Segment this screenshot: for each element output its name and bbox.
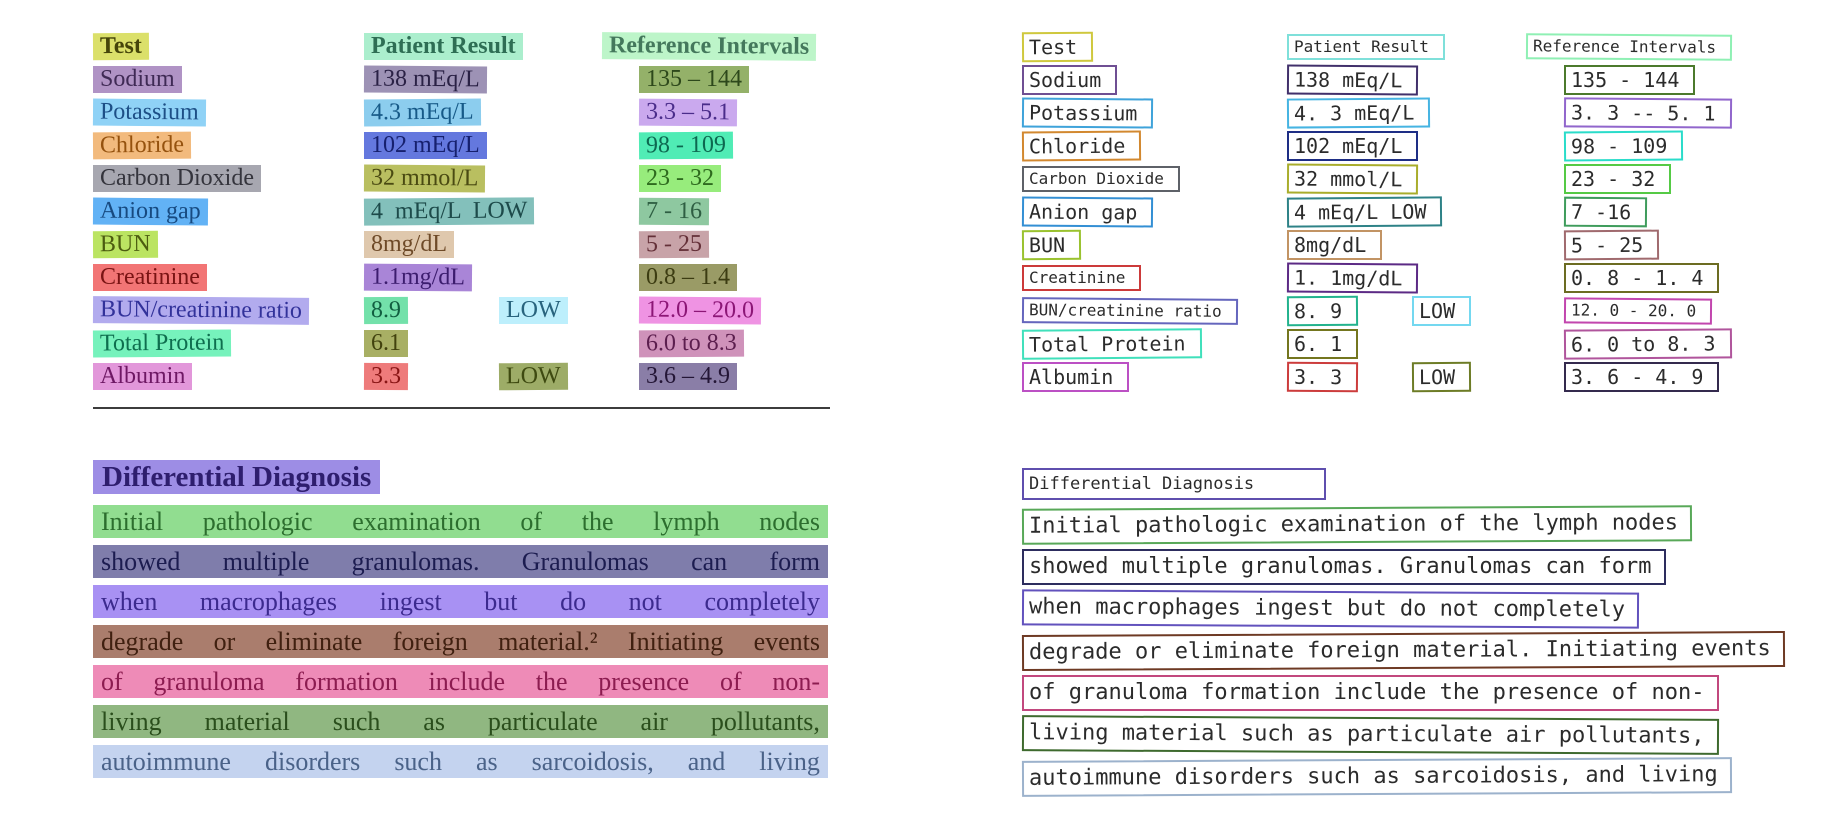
para-line-2-word: granulomas. — [351, 547, 480, 576]
diagnosis-heading-original — [93, 460, 380, 494]
anion-gap-result-highlight: 4 mEq/L LOW — [364, 197, 535, 225]
albumin-ref-cell — [1564, 360, 1764, 393]
test-header-cell — [1022, 30, 1287, 63]
carbon-dioxide-ocr-box: Carbon Dioxide — [1022, 166, 1180, 192]
para-line-2-word: can — [691, 547, 728, 576]
differential-diagnosis-heading-highlight: Differential Diagnosis — [93, 460, 380, 494]
creatinine-highlight: Creatinine — [93, 264, 207, 291]
para-line-6-word: such — [332, 707, 381, 736]
carbon-dioxide-highlight: Carbon Dioxide — [93, 165, 261, 192]
potassium-result-cell — [1287, 96, 1415, 129]
diagnosis-paragraph-ocr — [1022, 507, 1785, 801]
bun-creatinine-ratio-cell — [93, 294, 364, 327]
potassium-result-highlight: 4.3 mEq/L — [364, 99, 481, 127]
creatinine-result-cell — [1287, 261, 1412, 294]
reference-intervals-header-ocr-box: Reference Intervals — [1526, 33, 1732, 61]
anion-gap-ocr-box: Anion gap — [1022, 196, 1154, 227]
bun-result-highlight: 8mg/dL — [364, 231, 454, 258]
para-line-1-word: nodes — [759, 507, 820, 536]
sodium-ref-ocr-box: 135 - 144 — [1564, 65, 1695, 95]
anion-gap-cell — [93, 195, 364, 228]
creatinine-result-highlight: 1.1mg/dL — [364, 264, 472, 292]
para-line-5-word: of — [719, 667, 742, 696]
sodium-highlight: Sodium — [93, 66, 182, 93]
sodium-cell — [93, 63, 364, 96]
para-line-6-highlight — [93, 705, 828, 738]
para-line-4-word: or — [213, 627, 236, 656]
para-line-7-word: disorders — [264, 747, 361, 776]
para-line-2-word: multiple — [222, 547, 310, 576]
potassium-ref-ocr-box: 3. 3 -- 5. 1 — [1564, 97, 1732, 128]
anion-gap-result-ocr-box: 4 mEq/L LOW — [1287, 196, 1443, 227]
chloride-result-cell — [364, 129, 499, 162]
para-line-7-word: and — [687, 747, 726, 776]
para-line-2-word: Granulomas — [521, 547, 649, 576]
total-protein-ref-cell — [639, 327, 838, 360]
carbon-dioxide-cell — [93, 162, 364, 195]
creatinine-ref-cell — [1564, 261, 1764, 294]
para-line-1-word: Initial — [101, 507, 164, 536]
patient-result-header-cell — [364, 30, 516, 63]
bun-creatinine-ratio-ref-highlight: 12.0 – 20.0 — [639, 297, 761, 325]
total-protein-result-ocr-box: 6. 1 — [1287, 329, 1358, 359]
bun-creatinine-ratio-ref-cell — [639, 294, 838, 327]
creatinine-ref-ocr-box: 0. 8 - 1. 4 — [1564, 263, 1719, 293]
sodium-result-cell — [364, 63, 499, 96]
para-line-1-ocr-box: Initial pathologic examination of the lymph nodes — [1022, 505, 1692, 545]
para-line-5-ocr-box: of granuloma formation include the presence of non- — [1022, 675, 1719, 711]
potassium-ref-highlight: 3.3 – 5.1 — [639, 99, 737, 127]
albumin-result-cell — [364, 360, 499, 393]
para-line-2-highlight — [93, 545, 828, 578]
para-line-3-word: ingest — [379, 587, 442, 616]
patient-result-header-ocr-box: Patient Result — [1287, 34, 1445, 60]
carbon-dioxide-result-cell — [1287, 162, 1412, 195]
albumin-ref-highlight: 3.6 – 4.9 — [639, 363, 737, 390]
total-protein-cell — [93, 327, 364, 360]
potassium-ref-cell — [639, 96, 838, 129]
anion-gap-highlight: Anion gap — [93, 198, 208, 226]
albumin-cell — [1022, 360, 1287, 393]
total-protein-result-cell — [364, 327, 499, 360]
potassium-ocr-box: Potassium — [1022, 97, 1154, 128]
para-line-6-word: pollutants, — [710, 707, 820, 736]
test-header-cell — [93, 30, 364, 63]
potassium-cell — [1022, 96, 1287, 129]
albumin-ref-ocr-box: 3. 6 - 4. 9 — [1564, 362, 1719, 392]
albumin-result-cell — [1287, 360, 1412, 393]
creatinine-ref-highlight: 0.8 – 1.4 — [639, 264, 737, 291]
chloride-result-highlight: 102 mEq/L — [364, 132, 487, 159]
para-line-5-highlight — [93, 665, 828, 698]
bun-cell — [1022, 228, 1287, 261]
para-line-1-word: examination — [352, 507, 481, 536]
chloride-ref-ocr-box: 98 - 109 — [1564, 130, 1684, 161]
anion-gap-ref-ocr-box: 7 -16 — [1564, 196, 1647, 227]
para-line-6-word: particulate — [487, 707, 598, 736]
anion-gap-ref-cell — [1564, 195, 1764, 228]
para-line-3-word: completely — [704, 587, 820, 616]
carbon-dioxide-ref-cell — [639, 162, 838, 195]
carbon-dioxide-ref-ocr-box: 23 - 32 — [1564, 164, 1671, 194]
para-line-5-word: include — [428, 667, 506, 696]
potassium-result-cell — [364, 96, 499, 129]
patient-result-header-cell — [1287, 30, 1429, 63]
para-line-3-word: do — [560, 587, 587, 616]
albumin-result-highlight: 3.3 — [364, 363, 408, 390]
bun-creatinine-ratio-result-cell — [364, 294, 499, 327]
sodium-result-highlight: 138 mEq/L — [364, 66, 487, 94]
potassium-cell — [93, 96, 364, 129]
para-line-5-word: presence — [598, 667, 690, 696]
bun-ref-cell — [1564, 228, 1764, 261]
test-header-highlight: Test — [93, 33, 149, 60]
creatinine-result-cell — [364, 261, 499, 294]
para-line-4-word: material.² — [498, 627, 598, 656]
bun-result-cell — [364, 228, 499, 261]
para-line-6-word: air — [640, 707, 668, 736]
albumin-ocr-box: Albumin — [1022, 362, 1129, 392]
albumin-flag-cell — [499, 360, 610, 393]
anion-gap-result-cell — [364, 195, 610, 228]
chloride-result-cell — [1287, 129, 1412, 162]
sodium-ref-cell — [1564, 63, 1764, 96]
potassium-ref-cell — [1564, 96, 1764, 129]
albumin-cell — [93, 360, 364, 393]
bun-creatinine-ratio-cell — [1022, 294, 1287, 327]
sodium-ref-cell — [639, 63, 838, 96]
creatinine-ref-cell — [639, 261, 838, 294]
reference-intervals-header-highlight: Reference Intervals — [602, 32, 816, 61]
diagnosis-heading-ocr — [1022, 468, 1326, 500]
carbon-dioxide-result-highlight: 32 mmol/L — [364, 165, 486, 193]
para-line-5-word: the — [535, 667, 568, 696]
sodium-cell — [1022, 63, 1287, 96]
para-line-4-ocr-box: degrade or eliminate foreign material. Initiating events — [1022, 631, 1785, 671]
creatinine-cell — [93, 261, 364, 294]
bun-highlight: BUN — [93, 231, 158, 259]
bun-ref-ocr-box: 5 - 25 — [1564, 229, 1659, 260]
para-line-6-word: living — [101, 707, 162, 736]
bun-creatinine-ratio-ocr-box: BUN/creatinine ratio — [1022, 297, 1238, 325]
para-line-5-word: granuloma — [153, 667, 265, 696]
para-line-1-highlight — [93, 505, 828, 538]
anion-gap-result-cell — [1287, 195, 1530, 228]
para-line-7-word: autoimmune — [101, 747, 231, 776]
total-protein-ref-ocr-box: 6. 0 to 8. 3 — [1564, 328, 1732, 359]
bun-ocr-box: BUN — [1022, 229, 1081, 259]
para-line-4-word: eliminate — [265, 627, 363, 656]
para-line-4-highlight — [93, 625, 828, 658]
chloride-ref-cell — [1564, 129, 1764, 162]
para-line-1-word: pathologic — [202, 507, 313, 536]
para-line-1-word: lymph — [653, 507, 720, 536]
lab-table-ocr — [1022, 30, 1764, 393]
chloride-ocr-box: Chloride — [1022, 130, 1142, 161]
total-protein-result-highlight: 6.1 — [364, 330, 408, 357]
albumin-ref-cell — [639, 360, 838, 393]
para-line-3-word: not — [628, 587, 662, 616]
creatinine-ocr-box: Creatinine — [1022, 265, 1141, 291]
para-line-4-word: foreign — [392, 627, 468, 656]
para-line-4-word: Initiating — [627, 627, 724, 656]
creatinine-cell — [1022, 261, 1287, 294]
potassium-result-ocr-box: 4. 3 mEq/L — [1287, 97, 1431, 128]
para-line-7-word: as — [475, 747, 498, 776]
para-line-6-word: as — [423, 707, 445, 736]
bun-creatinine-ratio-result-cell — [1287, 294, 1412, 327]
bun-ref-highlight: 5 - 25 — [639, 231, 709, 259]
para-line-7-highlight — [93, 745, 828, 778]
para-line-2-word: form — [769, 547, 820, 576]
chloride-result-ocr-box: 102 mEq/L — [1287, 131, 1418, 161]
reference-intervals-header-cell — [1526, 30, 1764, 63]
para-line-7-word: such — [394, 747, 442, 776]
carbon-dioxide-cell — [1022, 162, 1287, 195]
para-line-7-ocr-box: autoimmune disorders such as sarcoidosis, and living — [1022, 757, 1732, 797]
patient-result-header-highlight: Patient Result — [364, 33, 523, 60]
para-line-6-word: material — [204, 707, 290, 736]
para-line-2-ocr-box: showed multiple granulomas. Granulomas can form — [1022, 549, 1666, 585]
albumin-flag-highlight: LOW — [499, 363, 568, 391]
total-protein-result-cell — [1287, 327, 1412, 360]
chloride-ref-highlight: 98 - 109 — [639, 132, 733, 160]
para-line-6-ocr-box: living material such as particulate air pollutants, — [1022, 715, 1719, 755]
para-line-3-word: but — [484, 587, 518, 616]
albumin-result-ocr-box: 3. 3 — [1287, 361, 1358, 392]
para-line-4-word: events — [753, 627, 820, 656]
sodium-ref-highlight: 135 – 144 — [639, 66, 749, 93]
carbon-dioxide-ref-cell — [1564, 162, 1764, 195]
carbon-dioxide-result-ocr-box: 32 mmol/L — [1287, 163, 1419, 194]
test-header-ocr-box: Test — [1022, 31, 1093, 62]
anion-gap-cell — [1022, 195, 1287, 228]
para-line-4-word: degrade — [101, 627, 184, 656]
albumin-flag-ocr-box: LOW — [1412, 361, 1471, 391]
chloride-ref-cell — [639, 129, 838, 162]
bun-creatinine-ratio-flag-highlight: LOW — [499, 297, 568, 324]
bun-result-ocr-box: 8mg/dL — [1287, 230, 1382, 260]
bun-result-cell — [1287, 228, 1412, 261]
bun-creatinine-ratio-flag-cell — [1412, 294, 1530, 327]
total-protein-cell — [1022, 327, 1287, 360]
differential-diagnosis-heading-ocr-box: Differential Diagnosis — [1022, 468, 1326, 500]
chloride-highlight: Chloride — [93, 132, 191, 160]
para-line-5-word: formation — [295, 667, 398, 696]
bun-creatinine-ratio-flag-cell — [499, 294, 610, 327]
total-protein-highlight: Total Protein — [93, 329, 232, 357]
para-line-5-word: of — [101, 667, 123, 696]
reference-intervals-header-cell — [602, 30, 838, 63]
total-protein-ref-highlight: 6.0 to 8.3 — [639, 330, 744, 358]
para-line-3-highlight — [93, 585, 828, 618]
diagnosis-paragraph-original — [93, 505, 828, 785]
para-line-5-word: non- — [772, 667, 820, 696]
potassium-highlight: Potassium — [93, 99, 206, 127]
total-protein-ref-cell — [1564, 327, 1764, 360]
lab-table-original — [93, 30, 838, 393]
para-line-1-word: of — [520, 507, 543, 536]
para-line-3-ocr-box: when macrophages ingest but do not completely — [1022, 589, 1639, 628]
carbon-dioxide-result-cell — [364, 162, 499, 195]
anion-gap-ref-highlight: 7 - 16 — [639, 198, 709, 226]
bun-creatinine-ratio-result-highlight: 8.9 — [364, 297, 408, 324]
albumin-flag-cell — [1412, 360, 1530, 393]
creatinine-result-ocr-box: 1. 1mg/dL — [1287, 262, 1419, 293]
total-protein-ocr-box: Total Protein — [1022, 328, 1202, 359]
para-line-1-word: the — [581, 507, 614, 536]
chloride-cell — [1022, 129, 1287, 162]
bun-creatinine-ratio-flag-ocr-box: LOW — [1412, 296, 1471, 326]
bun-creatinine-ratio-ref-ocr-box: 12. 0 - 20. 0 — [1564, 297, 1712, 324]
bun-cell — [93, 228, 364, 261]
para-line-3-word: when — [101, 587, 158, 616]
bun-creatinine-ratio-result-ocr-box: 8. 9 — [1287, 295, 1358, 326]
bun-creatinine-ratio-ref-cell — [1564, 294, 1764, 327]
sodium-result-cell — [1287, 63, 1412, 96]
carbon-dioxide-ref-highlight: 23 - 32 — [639, 165, 721, 192]
anion-gap-ref-cell — [639, 195, 838, 228]
para-line-7-word: living — [759, 747, 820, 776]
para-line-3-word: macrophages — [199, 587, 338, 616]
albumin-highlight: Albumin — [93, 363, 192, 390]
para-line-7-word: sarcoidosis, — [531, 747, 654, 776]
section-divider — [93, 407, 830, 409]
chloride-cell — [93, 129, 364, 162]
para-line-2-word: showed — [101, 547, 181, 576]
sodium-ocr-box: Sodium — [1022, 65, 1117, 95]
bun-creatinine-ratio-highlight: BUN/creatinine ratio — [93, 296, 309, 325]
sodium-result-ocr-box: 138 mEq/L — [1287, 64, 1419, 95]
bun-ref-cell — [639, 228, 838, 261]
